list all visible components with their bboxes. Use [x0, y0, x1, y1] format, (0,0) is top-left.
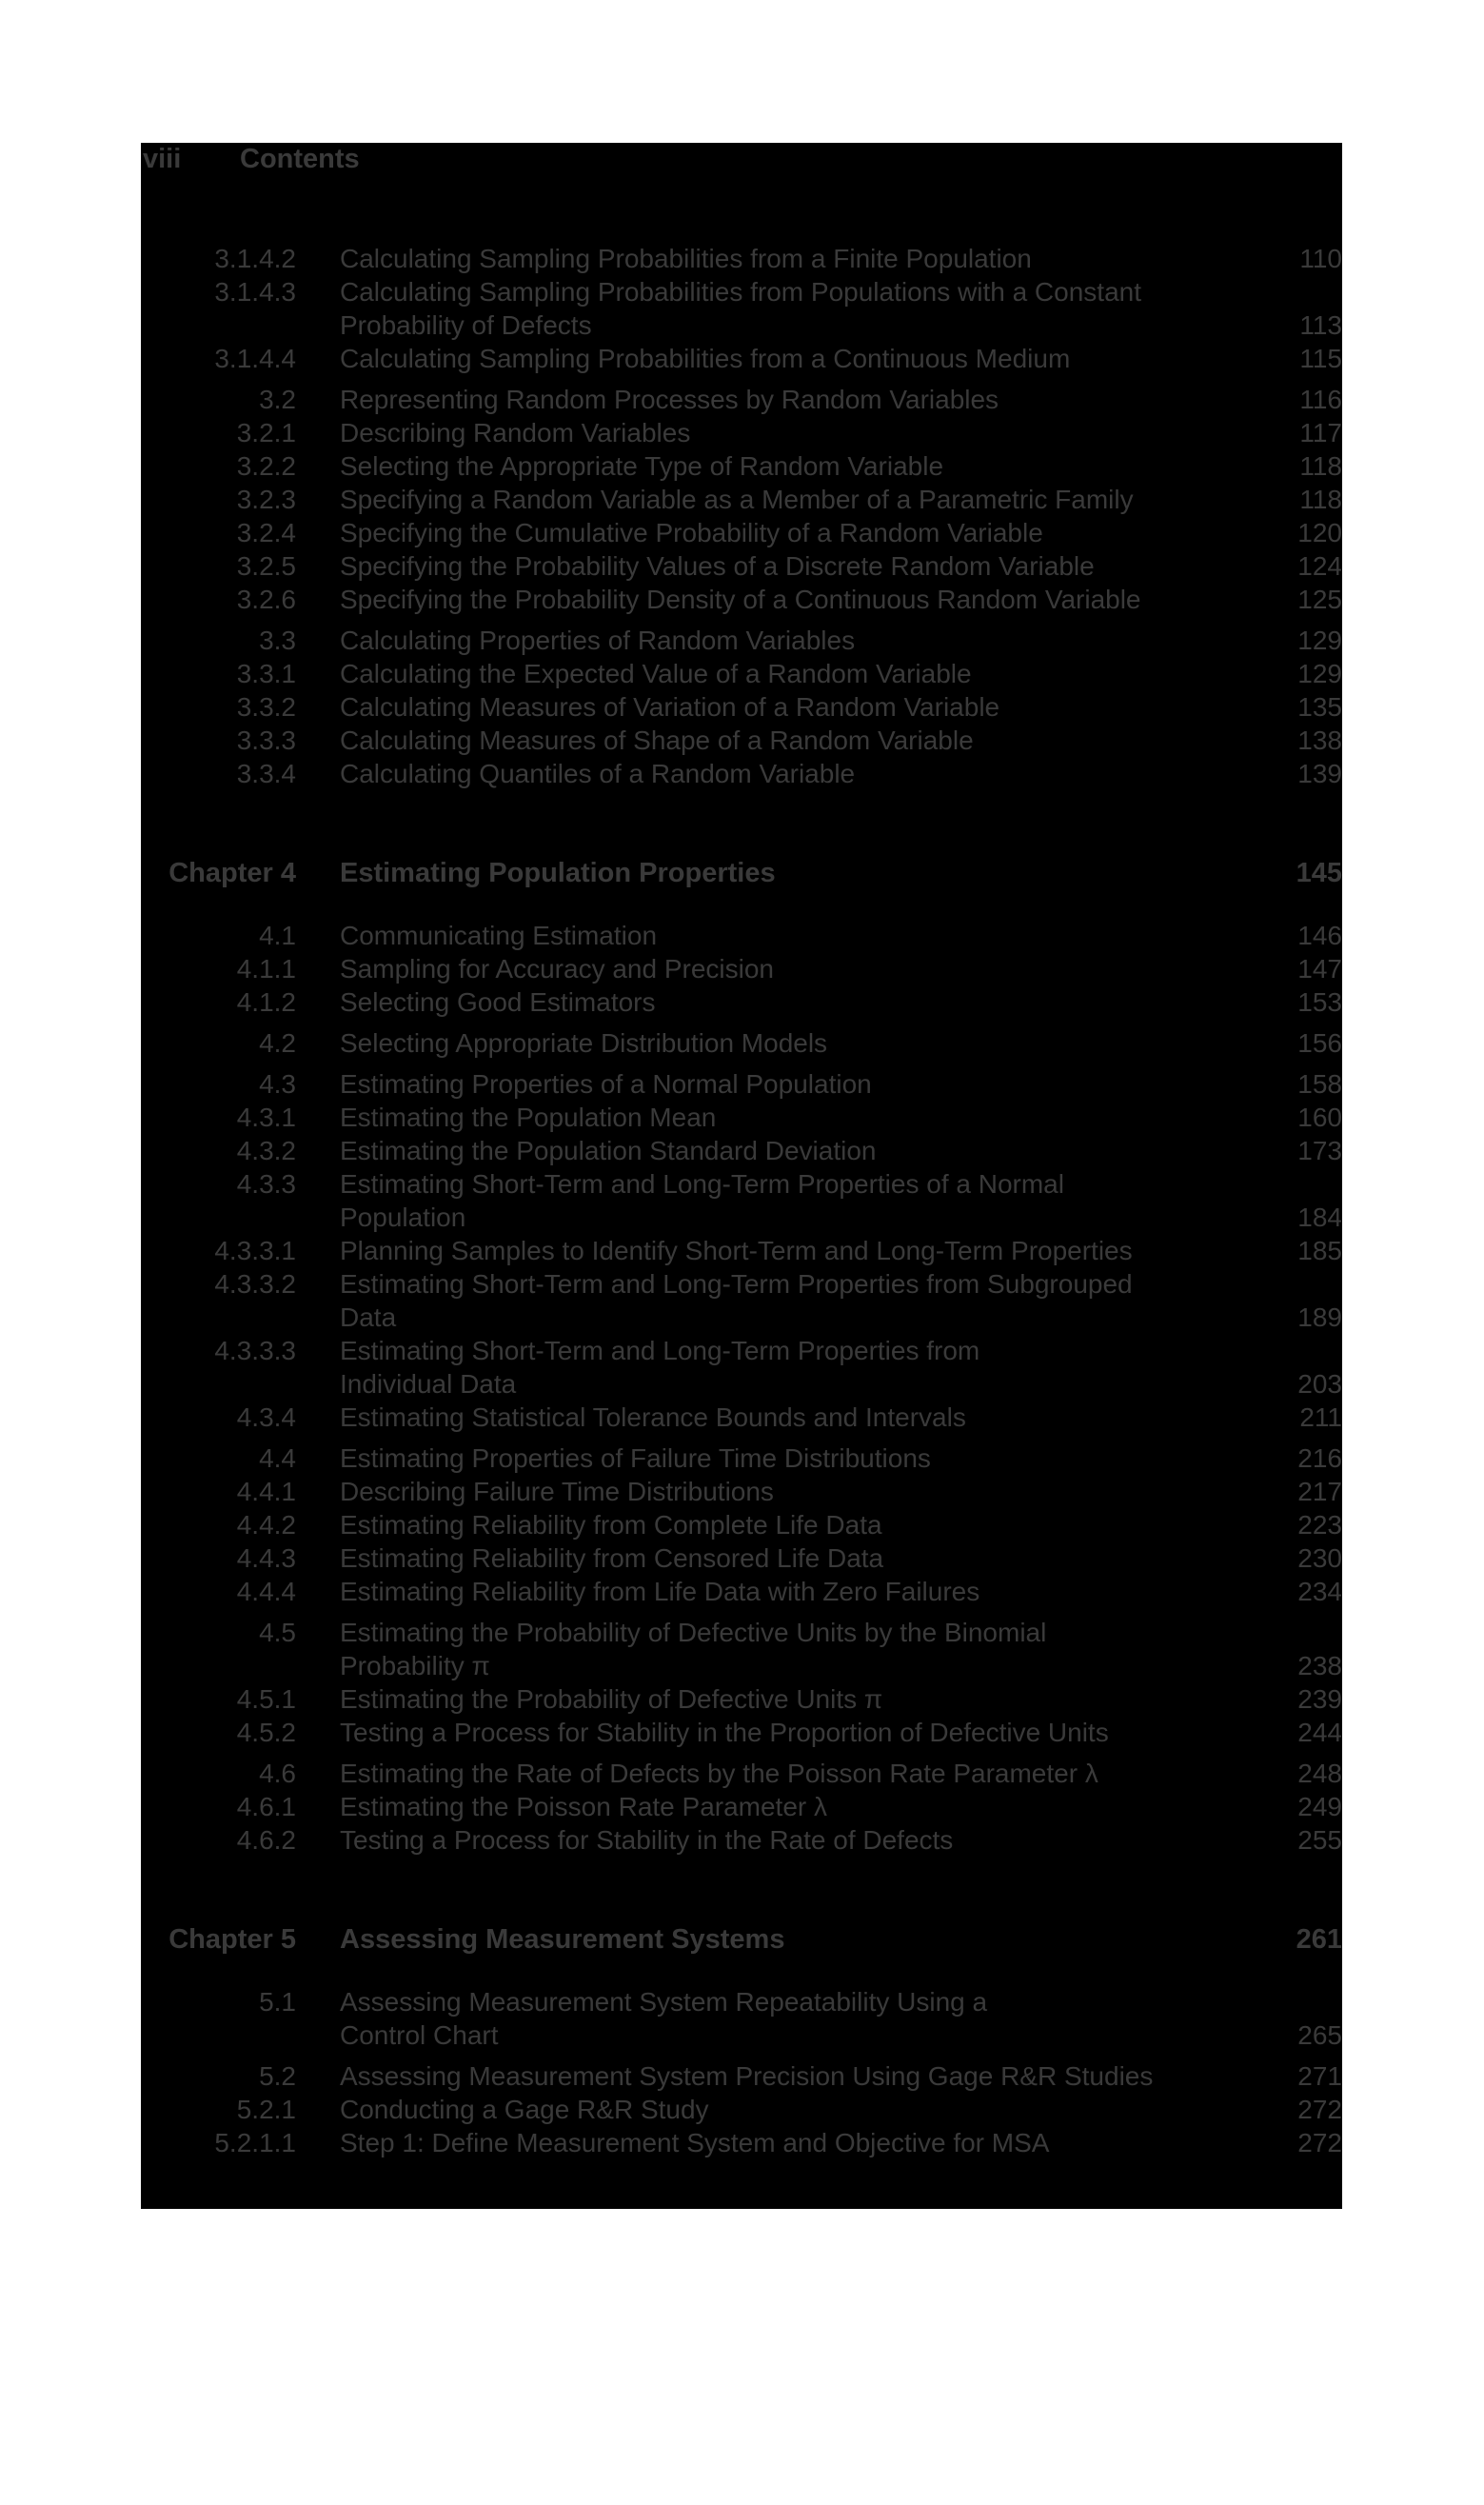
toc-entry-row: [141, 1541, 1342, 1575]
toc-entry-title-line: Estimating Reliability from Complete Life Data: [340, 1510, 882, 1540]
toc-entry-row: [141, 1101, 1342, 1134]
toc-entry-row: [141, 383, 1342, 416]
toc-entry-title: [340, 2093, 1285, 2126]
toc-entry-title-line: Probability π: [340, 1651, 490, 1680]
toc-entry-title-line: Estimating Reliability from Censored Life Data: [340, 1543, 884, 1573]
toc-entry-page: 230: [1297, 1543, 1342, 1573]
toc-entry-title: [340, 757, 1285, 790]
toc-entry-title-line: Estimating the Population Standard Deviation: [340, 1136, 877, 1165]
toc-entry-number: 5.1: [259, 1987, 296, 2017]
running-head: [141, 143, 1342, 175]
toc-entry-number: 3.3.4: [236, 759, 296, 788]
toc-entry-title-line: Selecting Appropriate Distribution Models: [340, 1028, 828, 1058]
toc-entry-page: 173: [1297, 1136, 1342, 1165]
toc-entry-title-line: Calculating Sampling Probabilities from Populations with a Constant: [340, 277, 1141, 307]
toc-entry-number: 4.1: [259, 921, 296, 950]
toc-entry-number: 4.4.4: [236, 1577, 296, 1606]
toc-entry-title-line: Describing Failure Time Distributions: [340, 1477, 774, 1506]
toc-entry-row: [141, 1823, 1342, 1857]
toc-entry-title-line: Specifying a Random Variable as a Member of a Parametric Family: [340, 485, 1134, 514]
toc-entry-page: 203: [1297, 1369, 1342, 1399]
table-of-contents: [141, 242, 1342, 2159]
toc-entry-title: [340, 985, 1285, 1019]
toc-entry-number: 3.2.1: [236, 418, 296, 447]
toc-entry-title: [340, 1985, 1285, 2052]
toc-entry-row: [141, 657, 1342, 690]
toc-entry-number: 4.5: [259, 1618, 296, 1647]
toc-entry-title: [340, 2059, 1285, 2093]
toc-entry-title: [340, 342, 1285, 375]
toc-entry-title: [340, 1134, 1285, 1167]
toc-entry-title: [340, 1101, 1285, 1134]
toc-entry-row: [141, 1682, 1342, 1716]
toc-entry-title-line: Specifying the Cumulative Probability of a Random Variable: [340, 518, 1043, 547]
toc-entry-page: 135: [1297, 692, 1342, 722]
toc-entry-number: 4.1.1: [236, 954, 296, 984]
toc-entry-page: 239: [1297, 1684, 1342, 1714]
toc-entry-page: 110: [1299, 244, 1342, 273]
toc-entry-title: [340, 1267, 1285, 1334]
toc-entry-title-line: Estimating Population Properties: [340, 858, 776, 888]
toc-entry-number: 3.3.3: [236, 726, 296, 755]
toc-entry-title-line: Estimating the Probability of Defective Units by the Binomial: [340, 1618, 1047, 1647]
toc-entry-title-line: Sampling for Accuracy and Precision: [340, 954, 774, 984]
toc-entry-number: 3.2.4: [236, 518, 296, 547]
toc-entry-title-line: Estimating the Population Mean: [340, 1103, 717, 1132]
toc-entry-title: [340, 2126, 1285, 2159]
toc-entry-number: 4.2: [259, 1028, 296, 1058]
toc-entry-row: [141, 1475, 1342, 1508]
toc-entry-number: 4.3.4: [236, 1402, 296, 1432]
toc-entry-title-line: Estimating Short-Term and Long-Term Properties of a Normal: [340, 1169, 1064, 1199]
toc-entry-title: [340, 1334, 1285, 1401]
toc-entry-title-line: Calculating Sampling Probabilities from a Finite Population: [340, 244, 1032, 273]
toc-entry-title: [340, 1234, 1285, 1267]
toc-chapter-row: [141, 857, 1342, 890]
toc-entry-number: 3.2.5: [236, 551, 296, 581]
toc-entry-title: [340, 275, 1285, 342]
toc-entry-title-line: Describing Random Variables: [340, 418, 691, 447]
toc-entry-number: Chapter 5: [168, 1924, 296, 1955]
toc-entry-page: 160: [1297, 1103, 1342, 1132]
page-folio: viii: [143, 144, 182, 174]
toc-entry-page: 158: [1297, 1069, 1342, 1099]
toc-entry-title-line: Probability of Defects: [340, 310, 592, 340]
toc-entry-title-line: Estimating Properties of Failure Time Distributions: [340, 1443, 931, 1473]
toc-entry-page: 272: [1297, 2128, 1342, 2157]
toc-entry-row: [141, 724, 1342, 757]
toc-entry-page: 217: [1297, 1477, 1342, 1506]
toc-entry-title: [340, 857, 1285, 890]
toc-entry-title: [340, 1923, 1285, 1957]
toc-chapter-row: [141, 1923, 1342, 1957]
toc-entry-number: 3.2.6: [236, 585, 296, 614]
toc-entry-row: [141, 1234, 1342, 1267]
toc-entry-number: 5.2.1.1: [214, 2128, 296, 2157]
page-content-block: [141, 143, 1342, 2209]
toc-entry-page: 272: [1297, 2095, 1342, 2124]
toc-entry-number: 4.6.2: [236, 1825, 296, 1855]
toc-entry-title: [340, 583, 1285, 616]
toc-entry-page: 124: [1297, 551, 1342, 581]
toc-entry-number: 3.1.4.3: [214, 277, 296, 307]
toc-entry-title: [340, 1441, 1285, 1475]
toc-entry-number: 4.3.3.1: [214, 1236, 296, 1265]
toc-entry-page: 138: [1297, 726, 1342, 755]
toc-entry-title-line: Specifying the Probability Density of a Continuous Random Variable: [340, 585, 1141, 614]
toc-entry-title: [340, 1616, 1285, 1682]
toc-entry-page: 185: [1297, 1236, 1342, 1265]
toc-entry-page: 223: [1297, 1510, 1342, 1540]
toc-entry-title-line: Estimating Short-Term and Long-Term Properties from Subgrouped: [340, 1269, 1133, 1299]
toc-entry-page: 211: [1299, 1402, 1342, 1432]
toc-entry-row: [141, 483, 1342, 516]
toc-entry-number: 4.6.1: [236, 1792, 296, 1821]
toc-entry-row: [141, 624, 1342, 657]
toc-entry-title-line: Selecting Good Estimators: [340, 987, 656, 1017]
toc-entry-page: 156: [1297, 1028, 1342, 1058]
toc-entry-page: 146: [1297, 921, 1342, 950]
toc-entry-row: [141, 1441, 1342, 1475]
toc-entry-number: 4.1.2: [236, 987, 296, 1017]
toc-entry-page: 147: [1297, 954, 1342, 984]
toc-entry-row: [141, 549, 1342, 583]
toc-entry-row: [141, 985, 1342, 1019]
toc-entry-row: [141, 1757, 1342, 1790]
toc-entry-title: [340, 952, 1285, 985]
toc-entry-title: [340, 1757, 1285, 1790]
toc-entry-row: [141, 275, 1342, 342]
toc-entry-page: 261: [1296, 1924, 1342, 1955]
toc-entry-row: [141, 1134, 1342, 1167]
toc-entry-row: [141, 1026, 1342, 1060]
toc-entry-title: [340, 624, 1285, 657]
toc-entry-title: [340, 1575, 1285, 1608]
toc-entry-number: 5.2.1: [236, 2095, 296, 2124]
toc-entry-number: 4.4.3: [236, 1543, 296, 1573]
toc-entry-page: 145: [1296, 858, 1342, 888]
toc-entry-title-line: Calculating Properties of Random Variables: [340, 626, 856, 655]
toc-entry-page: 248: [1297, 1759, 1342, 1788]
toc-entry-row: [141, 1575, 1342, 1608]
toc-entry-title: [340, 1508, 1285, 1541]
toc-entry-number: 4.4: [259, 1443, 296, 1473]
toc-entry-row: [141, 1334, 1342, 1401]
toc-entry-title-line: Estimating the Poisson Rate Parameter λ: [340, 1792, 828, 1821]
toc-entry-row: [141, 1985, 1342, 2052]
toc-entry-title: [340, 449, 1285, 483]
toc-entry-title: [340, 724, 1285, 757]
toc-entry-title: [340, 919, 1285, 952]
toc-entry-title-line: Estimating Statistical Tolerance Bounds and Intervals: [340, 1402, 966, 1432]
toc-entry-number: Chapter 4: [168, 858, 296, 888]
toc-entry-row: [141, 242, 1342, 275]
toc-entry-row: [141, 2093, 1342, 2126]
toc-entry-page: 216: [1297, 1443, 1342, 1473]
toc-entry-title-line: Step 1: Define Measurement System and Objective for MSA: [340, 2128, 1050, 2157]
toc-entry-title-line: Calculating the Expected Value of a Random Variable: [340, 659, 972, 688]
toc-entry-row: [141, 1790, 1342, 1823]
toc-entry-row: [141, 1067, 1342, 1101]
toc-entry-title-line: Planning Samples to Identify Short-Term and Long-Term Properties: [340, 1236, 1133, 1265]
toc-entry-title-line: Estimating Properties of a Normal Population: [340, 1069, 872, 1099]
toc-entry-title-line: Assessing Measurement System Precision Using Gage R&R Studies: [340, 2061, 1154, 2091]
toc-entry-title-line: Calculating Sampling Probabilities from a Continuous Medium: [340, 344, 1071, 373]
toc-entry-number: 4.3.2: [236, 1136, 296, 1165]
toc-entry-page: 113: [1299, 310, 1342, 340]
toc-entry-title: [340, 516, 1285, 549]
toc-entry-title-line: Data: [340, 1302, 397, 1332]
toc-entry-title-line: Control Chart: [340, 2020, 499, 2050]
toc-entry-title-line: Calculating Quantiles of a Random Variable: [340, 759, 856, 788]
toc-entry-page: 116: [1299, 385, 1342, 414]
toc-entry-title: [340, 1682, 1285, 1716]
running-head-title: Contents: [240, 144, 360, 174]
toc-entry-title: [340, 483, 1285, 516]
toc-entry-title: [340, 1541, 1285, 1575]
toc-entry-title: [340, 1475, 1285, 1508]
toc-entry-title: [340, 1823, 1285, 1857]
toc-entry-number: 3.2.3: [236, 485, 296, 514]
toc-entry-title-line: Population: [340, 1203, 466, 1232]
toc-entry-page: 129: [1297, 659, 1342, 688]
toc-entry-row: [141, 952, 1342, 985]
toc-entry-number: 4.5.1: [236, 1684, 296, 1714]
toc-entry-title-line: Calculating Measures of Variation of a Random Variable: [340, 692, 1000, 722]
toc-entry-title: [340, 1716, 1285, 1749]
toc-entry-page: 118: [1299, 485, 1342, 514]
toc-entry-number: 4.3.3: [236, 1169, 296, 1199]
toc-entry-page: 129: [1297, 626, 1342, 655]
toc-entry-title: [340, 383, 1285, 416]
toc-entry-number: 4.4.1: [236, 1477, 296, 1506]
toc-entry-title-line: Representing Random Processes by Random Variables: [340, 385, 999, 414]
toc-entry-row: [141, 919, 1342, 952]
toc-entry-row: [141, 690, 1342, 724]
toc-entry-page: 153: [1297, 987, 1342, 1017]
toc-entry-number: 3.2.2: [236, 451, 296, 481]
toc-entry-title: [340, 657, 1285, 690]
toc-entry-row: [141, 416, 1342, 449]
toc-entry-number: 4.3: [259, 1069, 296, 1099]
toc-entry-row: [141, 342, 1342, 375]
toc-entry-title-line: Assessing Measurement Systems: [340, 1924, 785, 1955]
toc-entry-row: [141, 2126, 1342, 2159]
toc-entry-number: 4.4.2: [236, 1510, 296, 1540]
toc-entry-number: 3.3: [259, 626, 296, 655]
toc-entry-number: 4.3.1: [236, 1103, 296, 1132]
toc-entry-title-line: Calculating Measures of Shape of a Random Variable: [340, 726, 974, 755]
toc-entry-title-line: Assessing Measurement System Repeatability Using a: [340, 1987, 988, 2017]
toc-entry-number: 3.3.1: [236, 659, 296, 688]
toc-entry-row: [141, 1616, 1342, 1682]
toc-entry-page: 255: [1297, 1825, 1342, 1855]
toc-entry-page: 120: [1297, 518, 1342, 547]
toc-entry-row: [141, 1267, 1342, 1334]
toc-entry-title-line: Selecting the Appropriate Type of Random Variable: [340, 451, 944, 481]
toc-entry-title-line: Testing a Process for Stability in the Rate of Defects: [340, 1825, 954, 1855]
toc-entry-title-line: Testing a Process for Stability in the Proportion of Defective Units: [340, 1718, 1109, 1747]
toc-entry-row: [141, 1508, 1342, 1541]
toc-entry-title: [340, 549, 1285, 583]
toc-entry-row: [141, 1716, 1342, 1749]
toc-entry-number: 4.5.2: [236, 1718, 296, 1747]
toc-entry-row: [141, 516, 1342, 549]
toc-entry-row: [141, 449, 1342, 483]
toc-entry-title: [340, 242, 1285, 275]
toc-entry-number: 3.2: [259, 385, 296, 414]
toc-entry-title-line: Individual Data: [340, 1369, 517, 1399]
toc-entry-page: 271: [1297, 2061, 1342, 2091]
toc-entry-row: [141, 1167, 1342, 1234]
toc-entry-title: [340, 416, 1285, 449]
toc-entry-page: 115: [1299, 344, 1342, 373]
toc-entry-page: 265: [1297, 2020, 1342, 2050]
toc-entry-title: [340, 690, 1285, 724]
toc-entry-title: [340, 1067, 1285, 1101]
toc-entry-page: 238: [1297, 1651, 1342, 1680]
toc-entry-page: 118: [1299, 451, 1342, 481]
toc-entry-row: [141, 757, 1342, 790]
toc-entry-title-line: Estimating the Probability of Defective Units π: [340, 1684, 883, 1714]
toc-entry-number: 3.1.4.4: [214, 344, 296, 373]
toc-entry-title: [340, 1167, 1285, 1234]
toc-entry-number: 5.2: [259, 2061, 296, 2091]
toc-entry-title-line: Communicating Estimation: [340, 921, 658, 950]
toc-entry-page: 249: [1297, 1792, 1342, 1821]
toc-entry-title-line: Specifying the Probability Values of a Discrete Random Variable: [340, 551, 1095, 581]
toc-entry-page: 139: [1297, 759, 1342, 788]
toc-entry-page: 244: [1297, 1718, 1342, 1747]
toc-entry-title: [340, 1401, 1285, 1434]
toc-entry-page: 184: [1297, 1203, 1342, 1232]
toc-entry-title-line: Estimating Short-Term and Long-Term Properties from: [340, 1336, 980, 1365]
toc-entry-page: 189: [1297, 1302, 1342, 1332]
toc-entry-page: 117: [1299, 418, 1342, 447]
toc-entry-page: 125: [1297, 585, 1342, 614]
toc-entry-row: [141, 583, 1342, 616]
toc-entry-row: [141, 2059, 1342, 2093]
toc-entry-title-line: Conducting a Gage R&R Study: [340, 2095, 709, 2124]
toc-entry-number: 4.3.3.2: [214, 1269, 296, 1299]
toc-entry-number: 3.1.4.2: [214, 244, 296, 273]
toc-entry-number: 3.3.2: [236, 692, 296, 722]
toc-entry-title: [340, 1790, 1285, 1823]
toc-entry-page: 234: [1297, 1577, 1342, 1606]
toc-entry-number: 4.3.3.3: [214, 1336, 296, 1365]
toc-entry-title-line: Estimating the Rate of Defects by the Poisson Rate Parameter λ: [340, 1759, 1098, 1788]
toc-entry-number: 4.6: [259, 1759, 296, 1788]
toc-entry-title-line: Estimating Reliability from Life Data with Zero Failures: [340, 1577, 980, 1606]
toc-entry-title: [340, 1026, 1285, 1060]
toc-entry-row: [141, 1401, 1342, 1434]
